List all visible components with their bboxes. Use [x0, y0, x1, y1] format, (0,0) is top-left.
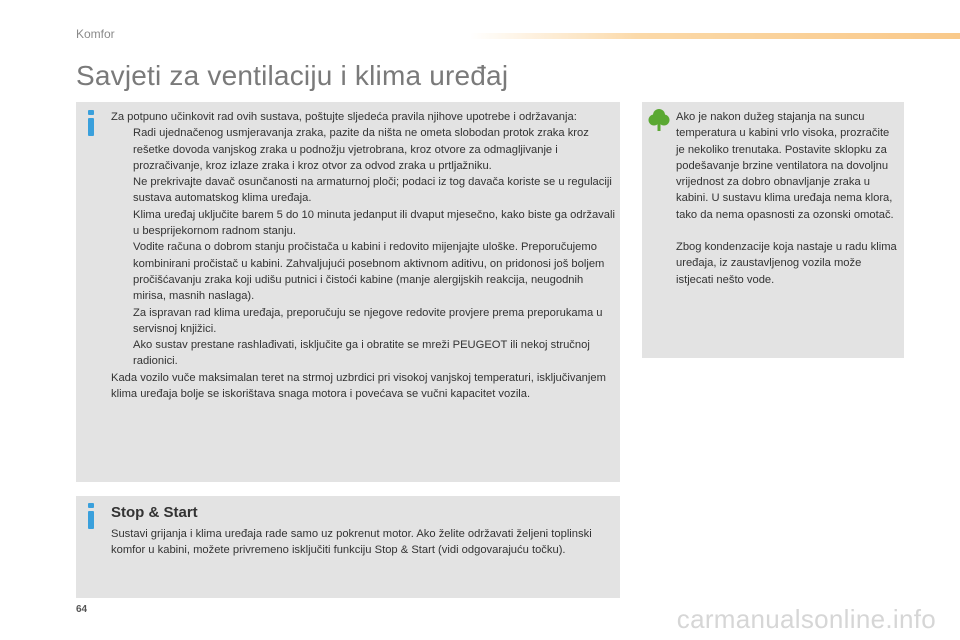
page-title: Savjeti za ventilaciju i klima uređaj [76, 60, 509, 91]
closing-paragraph: Kada vozilo vuče maksimalan teret na strmoj uzbrdici pri visokoj vanjskoj temperaturi, isključivanjem klima uređaja bolje se iskorištava snaga motora i povećava se vučni kapacitet vozila. [111, 371, 606, 401]
section-label: Komfor [76, 27, 115, 41]
eco-paragraph-1: Ako je nakon dužeg stajanja na suncu temperatura u kabini vrlo visoka, prozračite je nekoliko trenutaka. Postavite sklopku za podešavanje brzine ventilatora na dovoljnu vrijednost za dobro obnavljanje zraka u kabini. U sustavu klima uređaja nema klora, tako da nema opasnosti za ozonski omotač. [676, 111, 894, 221]
list-item: Ako sustav prestane rashlađivati, isključite ga i obratite se mreži PEUGEOT ili nekoj stručnoj radionici. [133, 339, 590, 368]
stop-start-text: Sustavi grijanja i klima uređaja rade samo uz pokrenut motor. Ako želite održavati željeni toplinski komfor u kabini, možete privremeno isključiti funkciju Stop & Start (vidi odgovarajuću točku). [111, 528, 592, 557]
stop-start-title: Stop & Start [111, 504, 198, 521]
info-icon [88, 503, 94, 529]
header-stripe [470, 33, 960, 39]
list-item: Radi ujednačenog usmjeravanja zraka, pazite da ništa ne ometa slobodan protok zraka kroz rešetke dovoda vanjskog zraka u podnožju vjetrobrana, kroz otvore za odmagljivanje i prozračivanje, kroz izlaze zraka i kroz otvor za odvod zraka u prtljažniku. [133, 127, 589, 172]
watermark: carmanualsonline.info [676, 604, 936, 634]
list-item: Za ispravan rad klima uređaja, preporučuju se njegove redovite provjere prema preporukama u servisnoj knjižici. [133, 306, 603, 335]
advice-list [111, 125, 616, 369]
eco-paragraph-2: Zbog kondenzacije koja nastaje u radu klima uređaja, iz zaustavljenog vozila može istjecati nešto vode. [676, 241, 897, 286]
eco-tip-text [676, 109, 898, 288]
main-info-text [111, 109, 616, 402]
eco-tree-icon [648, 108, 670, 132]
list-item: Klima uređaj uključite barem 5 do 10 minuta jedanput ili dvaput mjesečno, kako biste ga održavali u besprijekornom radnom stanju. [133, 208, 615, 238]
list-item: Vodite računa o dobrom stanju pročistača u kabini i redovito mijenjajte uloške. Preporučujemo kombinirani pročistač u kabini. Zahvaljujući posebnom aktivnom aditivu, on pridonosi još boljem pročišćavanju zraka koji udišu putnici i čistoći kabine (manje alergijskih reakcija, neugodnih mirisa, masnih naslaga). [133, 241, 605, 303]
info-icon [88, 110, 94, 136]
intro-paragraph: Za potpuno učinkovit rad ovih sustava, poštujte sljedeća pravila njihove upotrebe i održavanja: [111, 111, 577, 123]
list-item: Ne prekrivajte davač osunčanosti na armaturnoj ploči; podaci iz tog davača koriste se u regulaciji sustava automatskog klima uređaja. [133, 176, 612, 205]
page-number: 64 [76, 604, 88, 615]
